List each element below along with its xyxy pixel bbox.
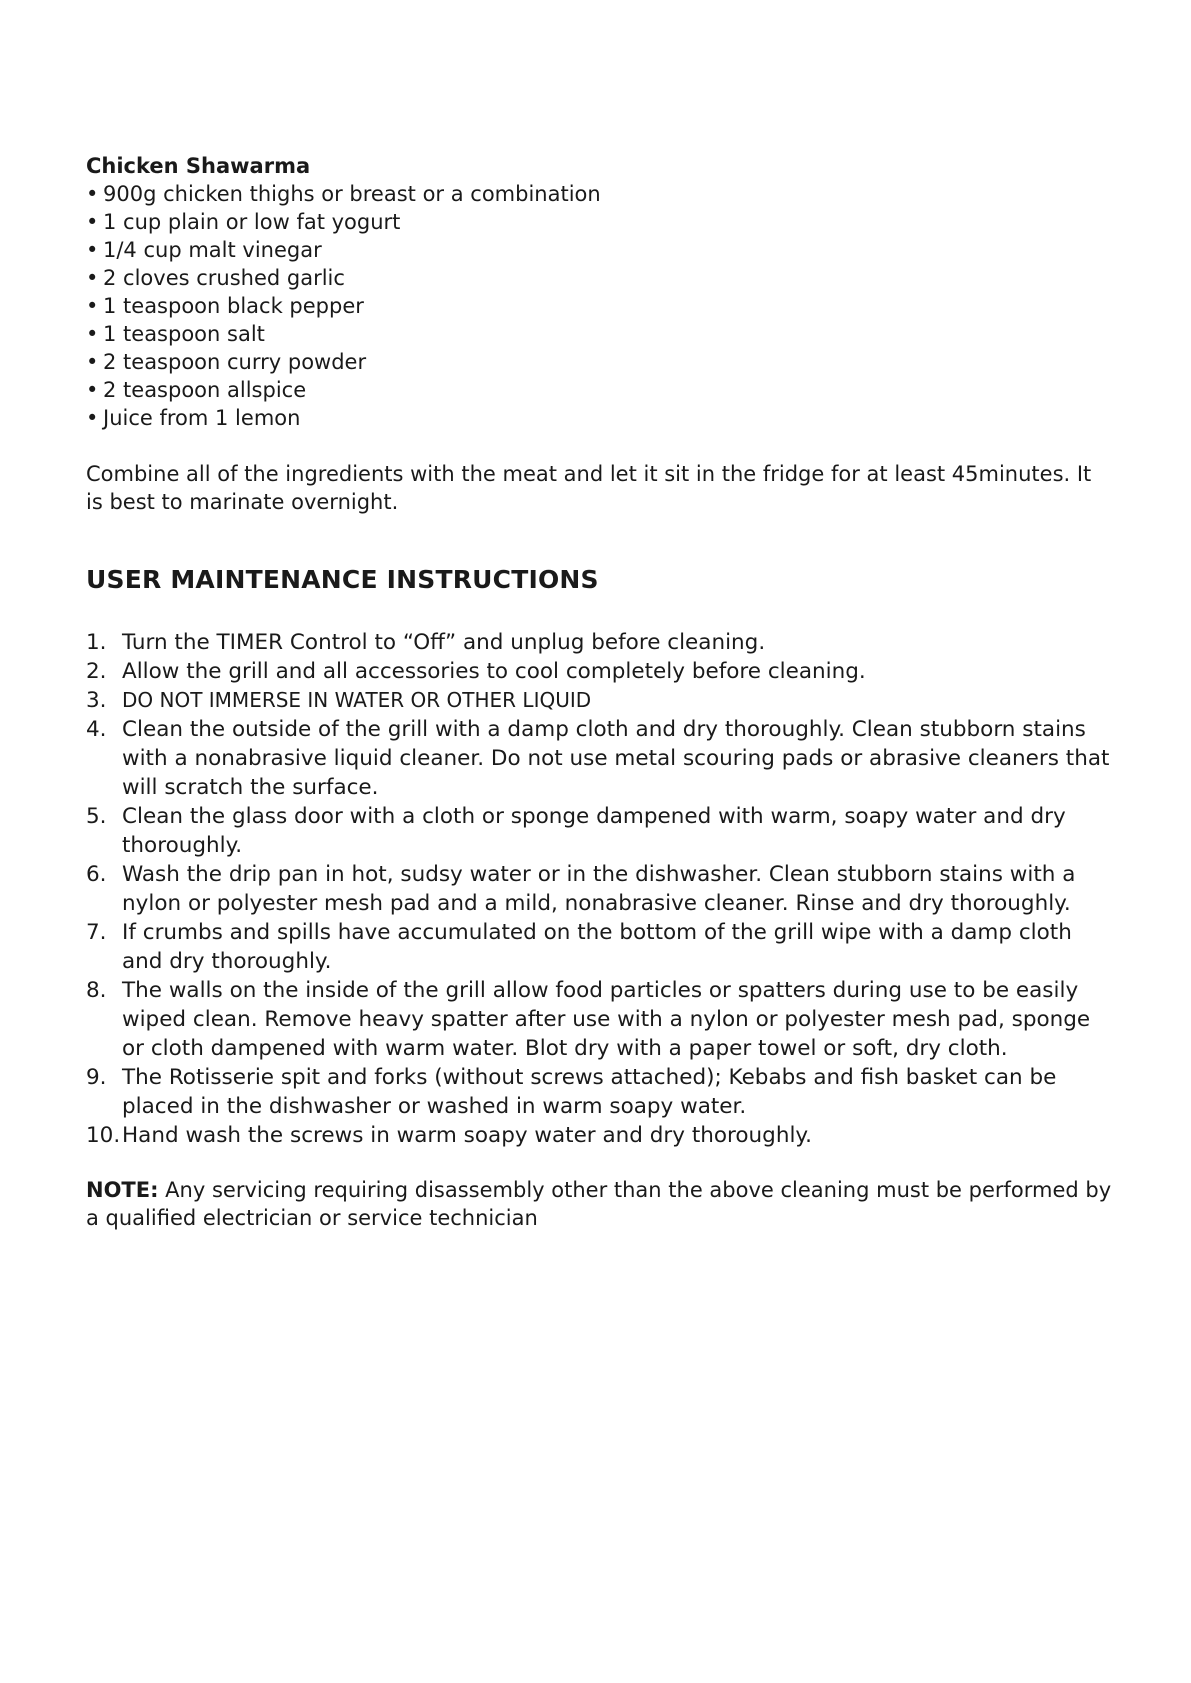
maintenance-step: 10. Hand wash the screws in warm soapy water and dry thoroughly. bbox=[86, 1123, 812, 1148]
note-label: NOTE: bbox=[86, 1178, 159, 1202]
maintenance-step: 8. The walls on the inside of the grill allow food particles or spatters during use to be easily wiped clean. Remove heavy spatter after use with a nylon or polyester mesh pad, sponge or cloth dampened with warm water. Blot dry with a paper towel or soft, dry cloth. bbox=[86, 978, 1091, 1061]
note-text: Any servicing requiring disassembly other than the above cleaning must be performed by a qualified electrician or service technician bbox=[86, 1178, 1112, 1230]
ingredient-item: • 2 teaspoon curry powder bbox=[86, 350, 367, 374]
maintenance-heading: USER MAINTENANCE INSTRUCTIONS bbox=[86, 565, 599, 594]
maintenance-step: 2. Allow the grill and all accessories to cool completely before cleaning. bbox=[86, 659, 866, 684]
maintenance-step: 6. Wash the drip pan in hot, sudsy water or in the dishwasher. Clean stubborn stains with a nylon or polyester mesh pad and a mild, nonabrasive cleaner. Rinse and dry thoroughly. bbox=[86, 862, 1076, 916]
ingredient-item: • 2 cloves crushed garlic bbox=[86, 266, 345, 290]
document-page bbox=[86, 152, 1116, 1232]
recipe-method: Combine all of the ingredients with the meat and let it sit in the fridge for at least 45minutes. It is best to marinate overnight. bbox=[86, 462, 1092, 514]
maintenance-step: 1. Turn the TIMER Control to “Off” and unplug before cleaning. bbox=[86, 630, 766, 655]
maintenance-step: 3. DO NOT IMMERSE IN WATER OR OTHER LIQUID bbox=[86, 688, 592, 713]
service-note bbox=[86, 1176, 1116, 1232]
ingredient-item: • Juice from 1 lemon bbox=[86, 406, 301, 430]
ingredient-item: • 2 teaspoon allspice bbox=[86, 378, 307, 402]
ingredient-item: • 1 cup plain or low fat yogurt bbox=[86, 210, 401, 234]
maintenance-step: 7. If crumbs and spills have accumulated on the bottom of the grill wipe with a damp cloth and dry thoroughly. bbox=[86, 920, 1072, 974]
maintenance-step: 9. The Rotisserie spit and forks (without screws attached); Kebabs and fish basket can be placed in the dishwasher or washed in warm soapy water. bbox=[86, 1065, 1057, 1119]
ingredient-item: • 1 teaspoon salt bbox=[86, 322, 265, 346]
ingredient-list bbox=[86, 180, 1116, 432]
maintenance-step: 4. Clean the outside of the grill with a damp cloth and dry thoroughly. Clean stubborn stains with a nonabrasive liquid cleaner. Do not use metal scouring pads or abrasive cleaners that will scratch the surface. bbox=[86, 717, 1110, 800]
ingredient-item: • 1/4 cup malt vinegar bbox=[86, 238, 322, 262]
maintenance-step: 5. Clean the glass door with a cloth or sponge dampened with warm, soapy water and dry thoroughly. bbox=[86, 804, 1066, 858]
recipe-title: Chicken Shawarma bbox=[86, 154, 311, 178]
ingredient-item: • 900g chicken thighs or breast or a combination bbox=[86, 182, 601, 206]
ingredient-item: • 1 teaspoon black pepper bbox=[86, 294, 364, 318]
maintenance-steps bbox=[86, 628, 1116, 1150]
